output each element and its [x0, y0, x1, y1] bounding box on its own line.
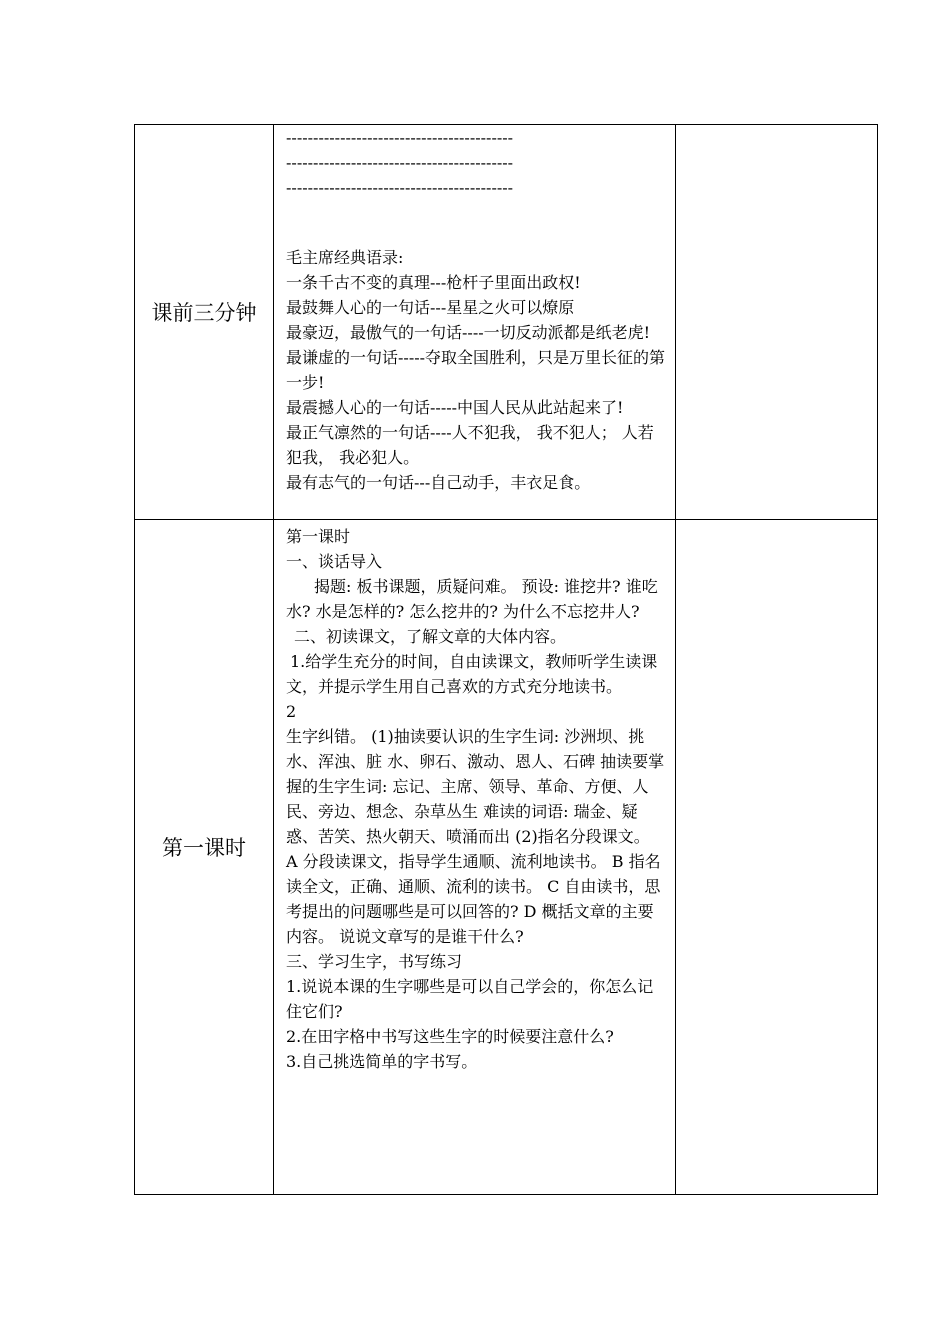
section-item: 2.在田字格中书写这些生字的时候要注意什么? — [286, 1027, 614, 1046]
quote-item: 最有志气的一句话---自己动手，丰衣足食。 — [286, 473, 591, 492]
notes-cell — [676, 520, 878, 1195]
quote-item: 最鼓舞人心的一句话---星星之火可以燎原 — [286, 298, 575, 317]
row-label: 第一课时 — [162, 836, 246, 860]
dash-line: ------------------------------------------ — [286, 178, 514, 197]
row-label-cell — [135, 520, 274, 1195]
content-cell — [274, 520, 676, 1195]
quote-item: 一条千古不变的真理---枪杆子里面出政权! — [286, 273, 581, 292]
section-body: 揭题: 板书课题，质疑问难。 预设: 谁挖井? 谁吃水? 水是怎样的? 怎么挖井的? 为什么不忘挖井人? — [286, 577, 658, 621]
section-title: 二、初读课文，了解文章的大体内容。 — [294, 627, 567, 646]
row-label-cell — [135, 125, 274, 520]
notes-cell — [676, 125, 878, 520]
quote-item: 最震撼人心的一句话-----中国人民从此站起来了! — [286, 398, 624, 417]
section-item: 1.给学生充分的时间，自由读课文，教师听学生读课文，并提示学生用自己喜欢的方式充分地读书。 — [286, 652, 658, 696]
lesson-plan-table — [134, 124, 878, 1195]
section-number: 2 — [286, 702, 297, 721]
table-row — [135, 125, 878, 520]
dash-line: ------------------------------------------ — [286, 128, 514, 147]
table-row — [135, 520, 878, 1195]
quote-item: 最谦虚的一句话-----夺取全国胜利，只是万里长征的第一步! — [286, 348, 666, 392]
section-item: 1.说说本课的生字哪些是可以自己学会的，你怎么记住它们? — [286, 977, 654, 1021]
quote-item: 最正气凛然的一句话----人不犯我， 我不犯人； 人若犯我， 我必犯人。 — [286, 423, 654, 467]
section-title: 三、学习生字，书写练习 — [286, 952, 463, 971]
quote-item: 最豪迈，最傲气的一句话----一切反动派都是纸老虎! — [286, 323, 651, 342]
quotes-title: 毛主席经典语录: — [286, 248, 404, 267]
row-label: 课前三分钟 — [151, 301, 257, 325]
content-cell — [274, 125, 676, 520]
section-item: 生字纠错。 (1)抽读要认识的生字生词: 沙洲坝、挑水、浑浊、脏 水、卵石、激动、恩人、石碑 抽读要掌握的生字生词: 忘记、主席、领导、革命、方便、人民、旁边、想念、杂草丛生 难读的词语: 瑞金、疑惑、苦笑、热火朝天、喷涌而出 (2)指名分段课文。 A 分段读课文，指导学生通顺、流利地读书。 B 指名读全文，正确、通顺、流利的读书。 C 自由读书，思考提出的问题哪些是可以回答的? D 概括文章的主要内容。 说说文章写的是谁干什么? — [286, 727, 665, 946]
section-title: 一、谈话导入 — [286, 552, 383, 571]
lesson-heading: 第一课时 — [286, 527, 351, 546]
section-item: 3.自己挑选简单的字书写。 — [286, 1052, 478, 1071]
dash-line: ------------------------------------------ — [286, 153, 514, 172]
